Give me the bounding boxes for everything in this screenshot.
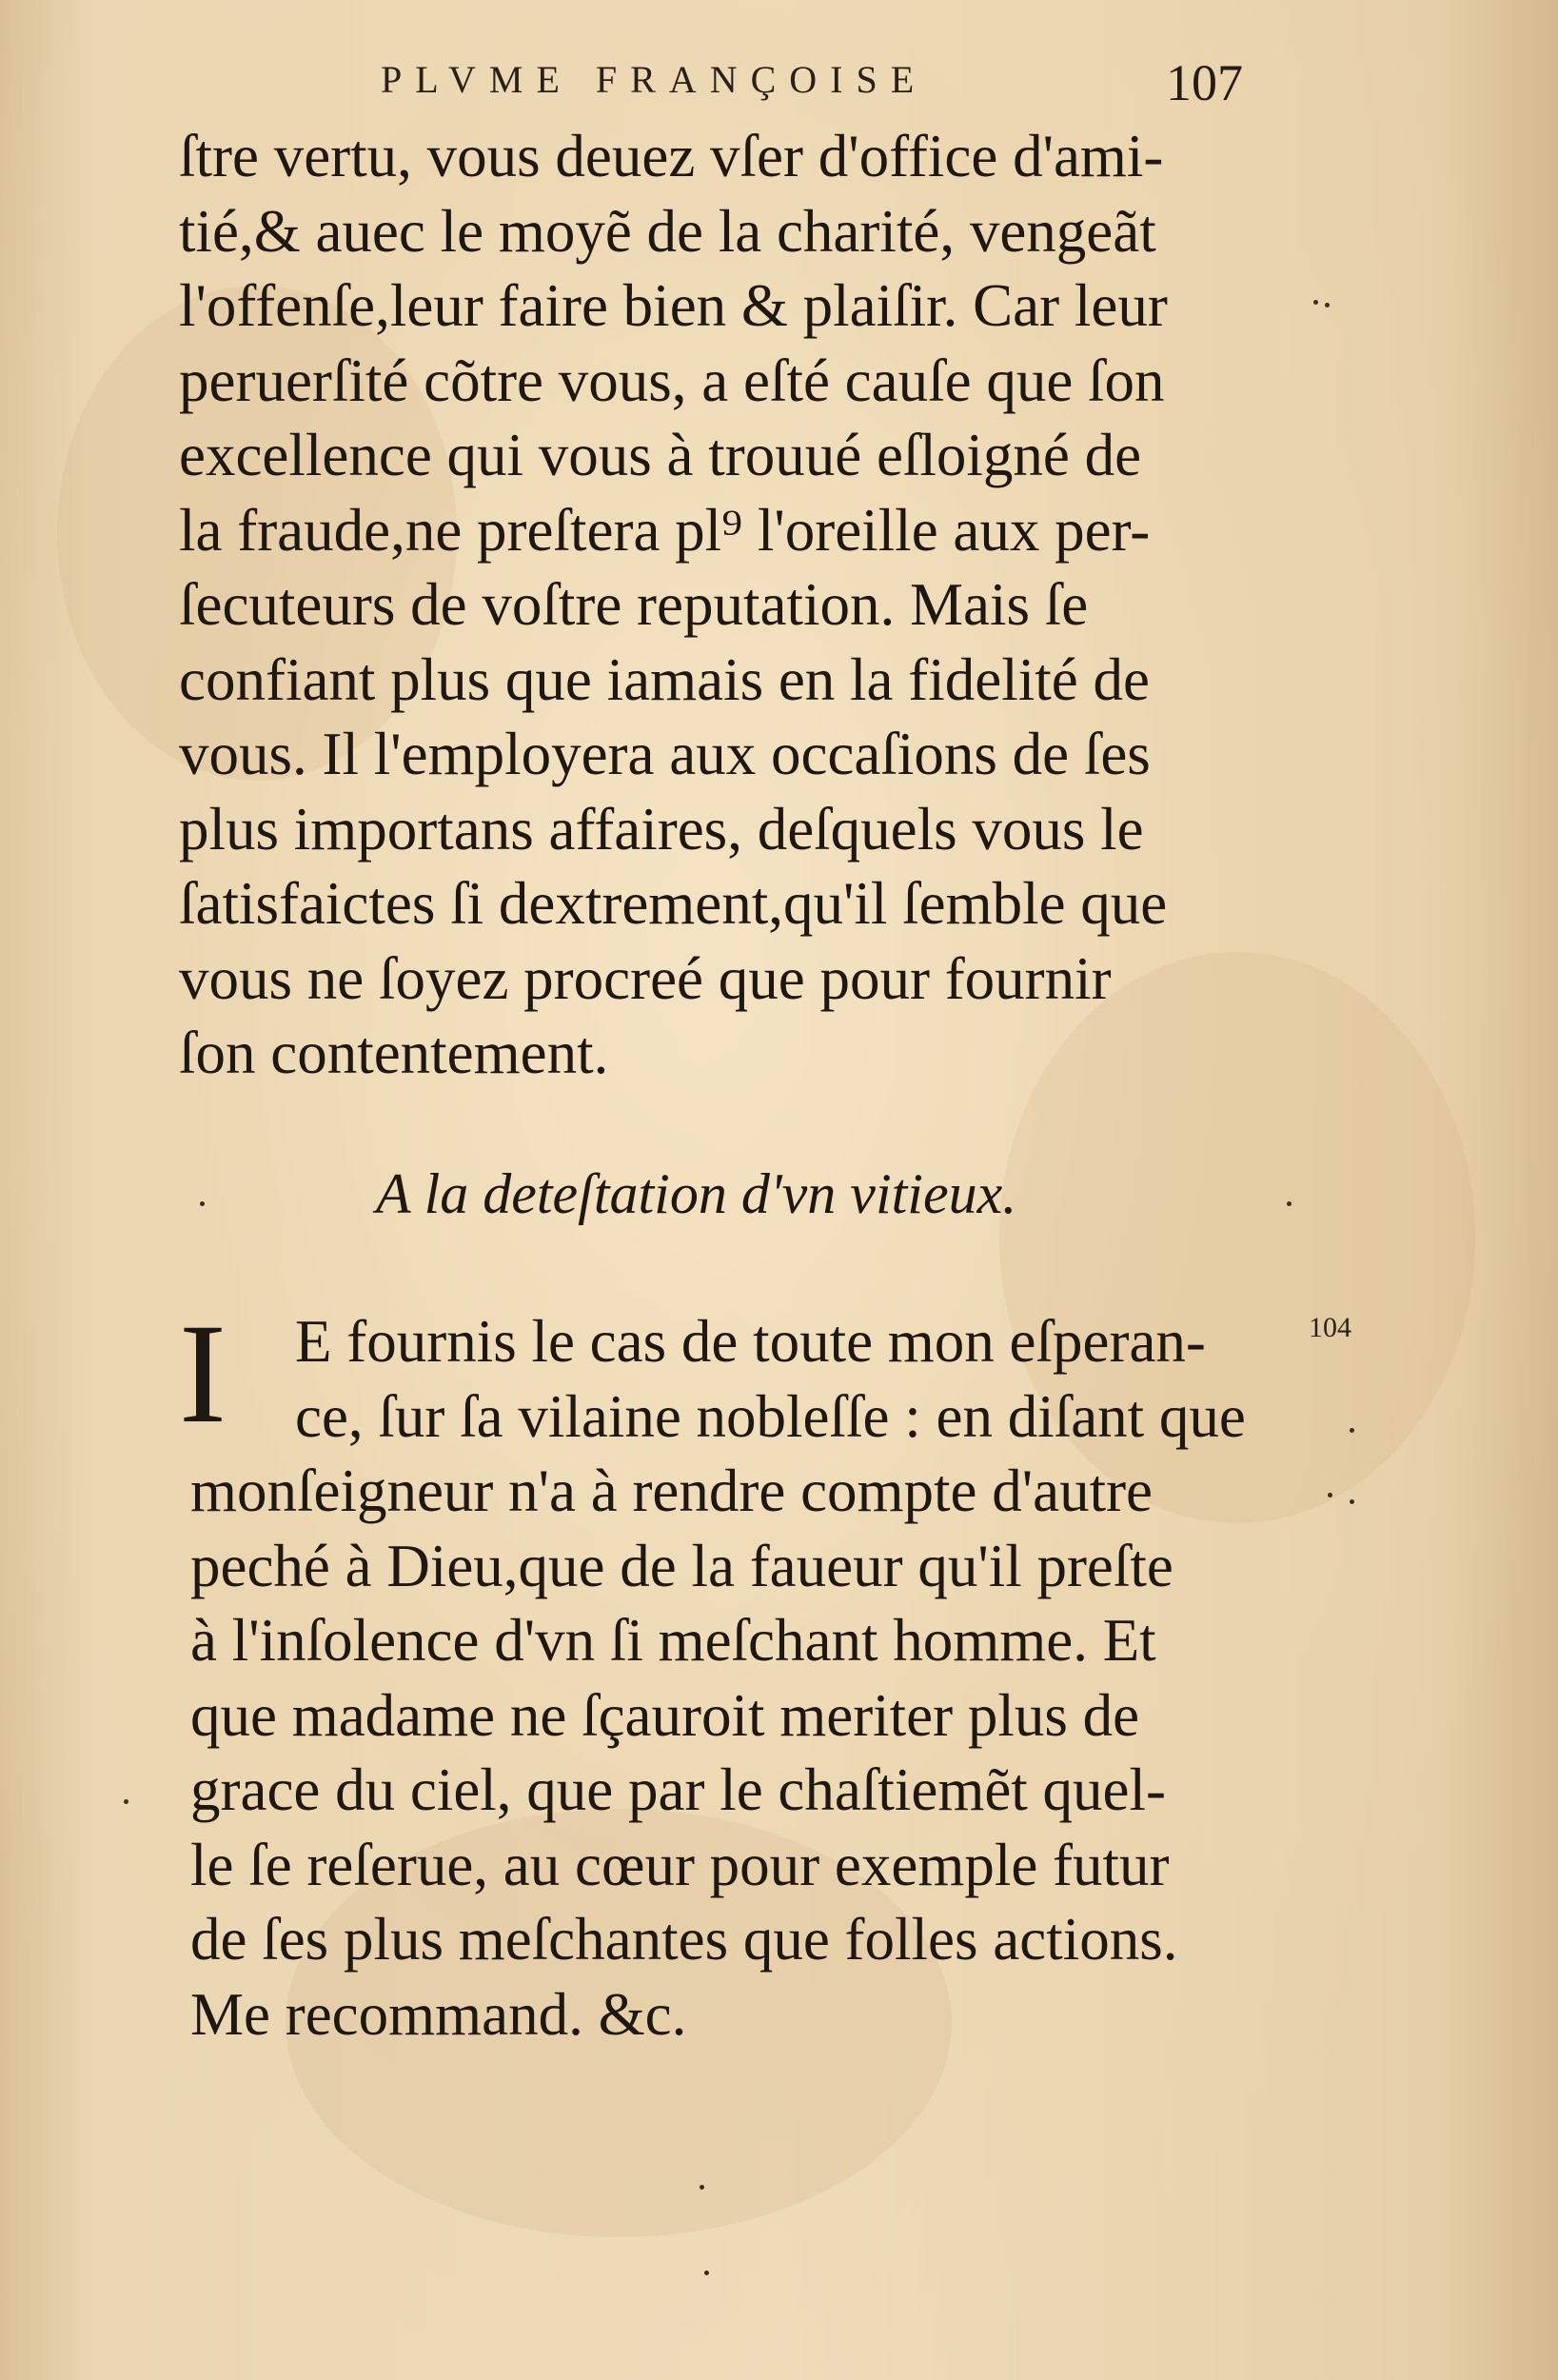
- text-line: l'offenſe,leur faire bien & plaiſir. Car leur: [179, 272, 1168, 339]
- text-line: peruerſité cõtre vous, a eſté cauſe que ſon: [179, 347, 1165, 414]
- text-line: ſtre vertu, vous deuez vſer d'office d'ami-: [179, 123, 1164, 189]
- ink-speck: [200, 1201, 205, 1206]
- text-line: E fournis le cas de toute mon eſperan-: [295, 1308, 1206, 1375]
- text-line: monſeigneur n'a à rendre compte d'autre: [190, 1458, 1154, 1524]
- text-line: grace du ciel, que par le chaſtiemẽt quel-: [190, 1756, 1166, 1823]
- text-line: Me recommand. &c.: [190, 1980, 687, 2048]
- ink-speck: [1325, 303, 1330, 307]
- margin-note: 104: [1309, 1312, 1351, 1343]
- ink-speck: [1350, 1499, 1354, 1504]
- text-line: peché à Dieu,que de la faueur qu'il preſte: [190, 1532, 1173, 1599]
- ink-speck: [1350, 1428, 1354, 1433]
- ink-speck: [704, 2271, 709, 2275]
- ink-speck: [700, 2185, 704, 2190]
- ink-speck: [1287, 1201, 1292, 1206]
- text-line: à l'inſolence d'vn ſi meſchant homme. Et: [190, 1607, 1156, 1674]
- text-line: le ſe reſerue, au cœur pour exemple futur: [190, 1831, 1170, 1898]
- text-line: ce, ſur ſa vilaine nobleſſe : en diſant que: [295, 1382, 1246, 1450]
- drop-initial: I: [179, 1295, 227, 1453]
- letter-body-2: [190, 1304, 1294, 2052]
- ink-speck: [1313, 300, 1318, 305]
- text-line: vous. Il l'employera aux occaſions de ſes: [179, 721, 1151, 787]
- text-line: tié,& auec le moyẽ de la charité, vengeãt: [179, 197, 1156, 265]
- text-line: ſon contentement.: [179, 1020, 609, 1086]
- text-line: la fraude,ne preſtera pl⁹ l'oreille aux per-: [179, 496, 1151, 564]
- section-heading: A la deteſtation d'vn vitieux.: [376, 1162, 1017, 1225]
- text-line: plus importans affaires, deſquels vous le: [179, 795, 1144, 863]
- letter-body-1: [179, 119, 1283, 1091]
- text-line: de ſes plus meſchantes que folles actions.: [190, 1906, 1178, 1973]
- running-title: PLVME FRANÇOISE: [381, 58, 928, 101]
- text-line: excellence qui vous à trouué eſloigné de: [179, 422, 1142, 488]
- page-number: 107: [1166, 54, 1243, 111]
- text-line: ſecuteurs de voſtre reputation. Mais ſe: [179, 571, 1089, 638]
- text-line: vous ne ſoyez procreé que pour fournir: [179, 944, 1112, 1012]
- ink-speck: [1328, 1493, 1332, 1497]
- text-line: confiant plus que iamais en la fidelité de: [179, 645, 1150, 713]
- text-line: ſatisfaictes ſi dextrement,qu'il ſemble que: [179, 870, 1168, 937]
- text-line: que madame ne ſçauroit meriter plus de: [190, 1681, 1140, 1749]
- ink-speck: [124, 1799, 128, 1804]
